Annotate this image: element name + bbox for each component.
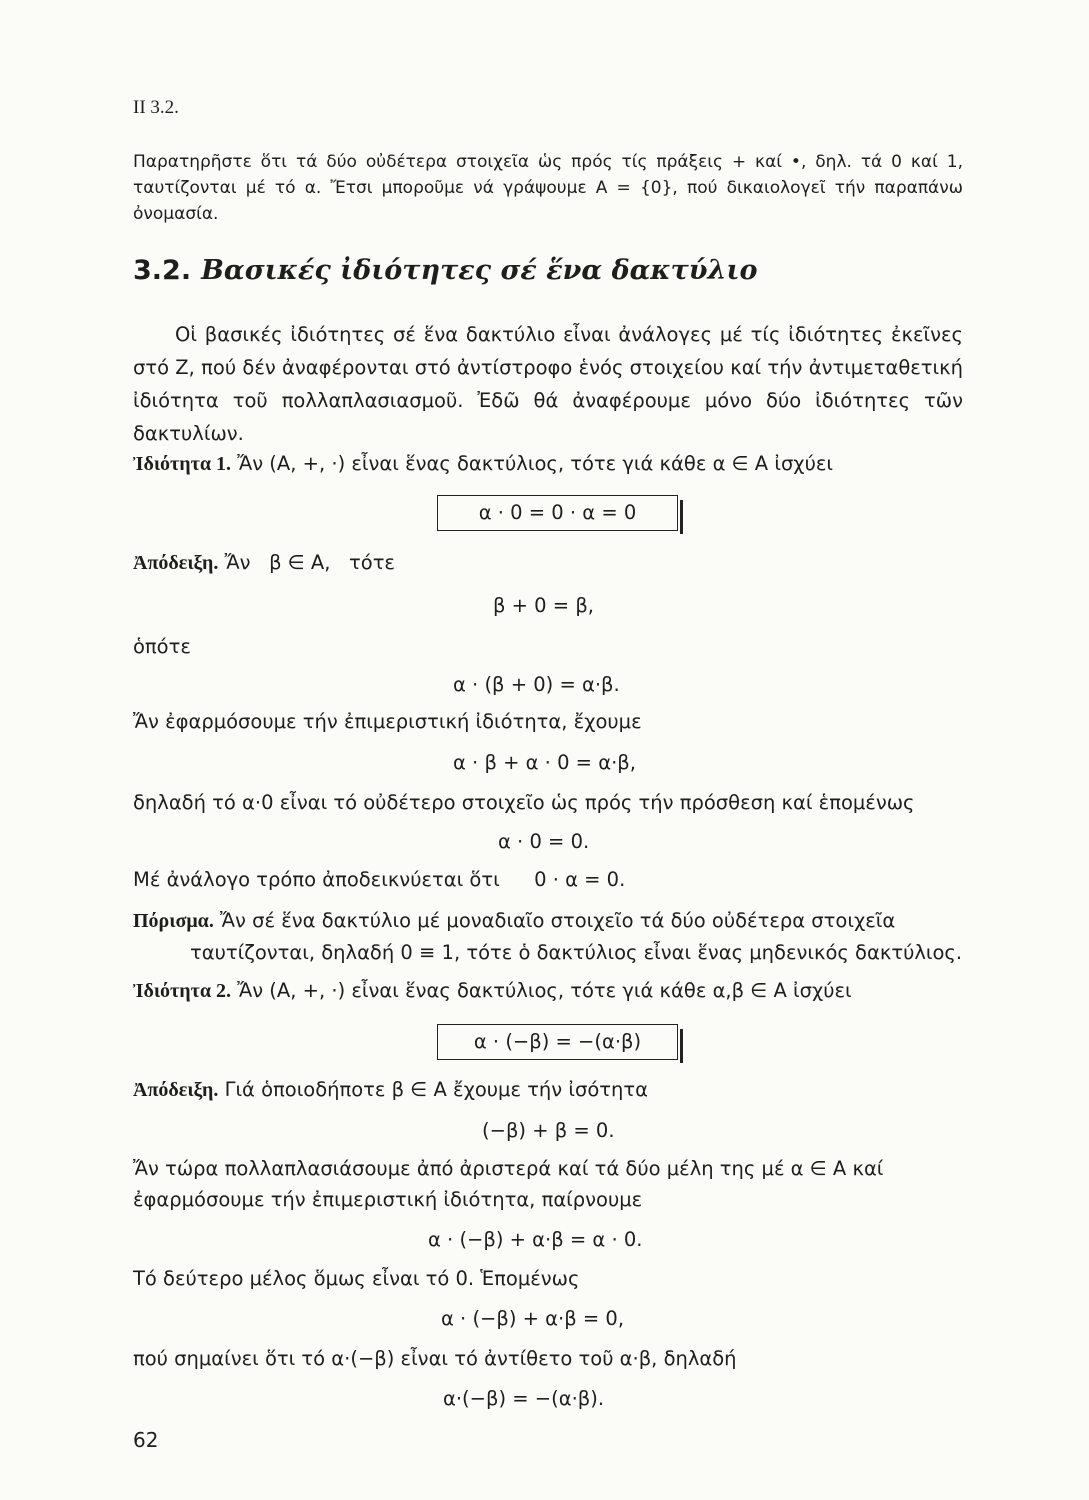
- proof-2-line-2: Ἄν τώρα πολλαπλασιάσουμε ἀπό ἀριστερά καί τά δύο μέλη της μέ α ∈ A καί: [133, 1157, 884, 1180]
- proof-2-eq-4: α·(−β) = −(α·β).: [443, 1387, 605, 1410]
- intro-paragraph: Παρατηρῆστε ὅτι τά δύο οὐδέτερα στοιχεῖα ὡς πρός τίς πράξεις + καί •, δηλ. τά 0 καί 1, ταυτίζονται μέ τό α. Ἔτσι μποροῦμε νά γράψουμε A = {0}, πού δικαιολογεῖ τήν παραπάνω ὀνομασία.: [133, 152, 963, 224]
- property-2: [133, 974, 852, 1008]
- proof-2-intro: [133, 1073, 648, 1107]
- proof-2-line-3: ἐφαρμόσουμε τήν ἐπιμεριστική ἰδιότητα, παίρνουμε: [133, 1188, 643, 1211]
- running-head: II 3.2.: [133, 97, 179, 118]
- section-heading: [133, 255, 758, 286]
- property-2-text: Ἄν (A, +, ·) εἶναι ἕνας δακτύλιος, τότε γιά κάθε α,β ∈ A ἰσχύει: [237, 979, 852, 1002]
- corollary-line-1: [133, 904, 895, 938]
- proof-1-eq-3: α · β + α · 0 = α·β,: [453, 751, 636, 774]
- proof-2-line-5: πού σημαίνει ὅτι τό α·(−β) εἶναι τό ἀντίθετο τοῦ α·β, δηλαδή: [133, 1347, 737, 1370]
- proof-1-intro: [133, 546, 395, 580]
- proof-2-label: Ἀπόδειξη.: [133, 1079, 219, 1101]
- section-intro-paragraph: Οἱ βασικές ἰδιότητες σέ ἕνα δακτύλιο εἶναι ἀνάλογες μέ τίς ἰδιότητες ἐκεῖνες στό Z, πού δέν ἀναφέρονται στό ἀντίστροφο ἑνός στοιχείου καί τήν ἀντιμεταθετική ἰδιότητα τοῦ πολλαπλασιασμοῦ. Ἐδῶ θά ἀναφέρουμε μόνο δύο ἰδιότητες τῶν δακτυλίων.: [133, 323, 963, 445]
- proof-1-eq-1: β + 0 = β,: [493, 594, 594, 617]
- corollary-text-1: Ἄν σέ ἕνα δακτύλιο μέ μοναδιαῖο στοιχεῖο τά δύο οὐδέτερα στοιχεῖα: [220, 909, 896, 932]
- proof-2-line-4: Τό δεύτερο μέλος ὅμως εἶναι τό 0. Ἑπομένως: [133, 1267, 580, 1290]
- corollary-text-2: ταυτίζονται, δηλαδή 0 ≡ 1, τότε ὁ δακτύλιος εἶναι ἕνας μηδενικός δακτύλιος.: [190, 941, 963, 964]
- corollary-label: Πόρισμα.: [133, 910, 214, 932]
- proof-2-eq-1: (−β) + β = 0.: [482, 1119, 615, 1142]
- property-1-boxed-formula: α · 0 = 0 · α = 0: [437, 495, 678, 531]
- property-2-label: Ἰδιότητα 2.: [133, 980, 232, 1002]
- section-number: 3.2.: [133, 255, 192, 286]
- property-1-label: Ἰδιότητα 1.: [133, 453, 232, 475]
- proof-1-eq-4: α · 0 = 0.: [498, 830, 590, 853]
- proof-1-line-4: δηλαδή τό α·0 εἶναι τό οὐδέτερο στοιχεῖο ὡς πρός τήν πρόσθεση καί ἑπομένως: [133, 791, 915, 814]
- proof-2-eq-2: α · (−β) + α·β = α · 0.: [428, 1228, 643, 1251]
- proof-2-text: Γιά ὁποιοδήποτε β ∈ A ἔχουμε τήν ἰσότητα: [224, 1078, 648, 1101]
- proof-1-line-3: Ἄν ἐφαρμόσουμε τήν ἐπιμεριστική ἰδιότητα, ἔχουμε: [133, 710, 642, 733]
- proof-1-text: Ἄν β ∈ A, τότε: [224, 551, 395, 574]
- proof-1-opote: ὁπότε: [133, 635, 191, 658]
- property-1-text: Ἄν (A, +, ·) εἶναι ἕνας δακτύλιος, τότε γιά κάθε α ∈ A ἰσχύει: [237, 452, 833, 475]
- proof-2-eq-3: α · (−β) + α·β = 0,: [441, 1307, 625, 1330]
- property-2-boxed-formula: α · (−β) = −(α·β): [437, 1024, 678, 1060]
- page-number: 62: [133, 1428, 159, 1452]
- proof-1-label: Ἀπόδειξη.: [133, 552, 219, 574]
- property-1: [133, 447, 833, 481]
- section-title: Βασικές ἰδιότητες σέ ἕνα δακτύλιο: [201, 255, 758, 286]
- proof-1-eq-5: 0 · α = 0.: [534, 868, 626, 891]
- proof-1-eq-2: α · (β + 0) = α·β.: [453, 673, 620, 696]
- proof-1-line-5: [133, 863, 625, 896]
- proof-1-line-5-text: Μέ ἀνάλογο τρόπο ἀποδεικνύεται ὅτι: [133, 868, 500, 891]
